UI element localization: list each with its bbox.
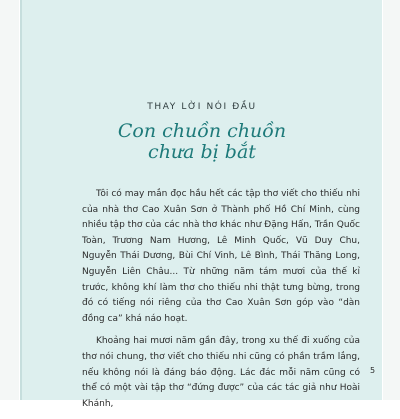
left-margin [0, 0, 19, 400]
page [20, 0, 382, 409]
title-line-1: Con chuồn chuồn [117, 120, 287, 142]
paragraph-1: Tôi có may mắn đọc hầu hết các tập thơ viết cho thiếu nhi của nhà thơ Cao Xuân Sơn ở Thành phố Hồ Chí Minh, cùng nhiều tập thơ của các nhà thơ khác như Đặng Hấn, Trần Quốc Toàn, Trương Nam Hương, Lê Minh Quốc, Vũ Duy Chu, Nguyễn Thái Dương, Bùi Chí Vinh, Lê Bình, Thái Thăng Long, Nguyễn Liên Châu... Từ những năm tám mươi của thế kỉ trước, không khí làm thơ cho thiếu nhi thật tưng bừng, trong đó có tiếng nói riêng của thơ Cao Xuân Sơn góp vào “dàn đồng ca” khá náo hoạt. [82, 189, 360, 324]
body-text [82, 187, 360, 419]
title-line-2: chưa bị bắt [148, 141, 256, 163]
right-margin [383, 0, 400, 400]
section-kicker: THAY LỜI NÓI ĐẦU [147, 102, 257, 112]
paragraph-2: Khoảng hai mươi năm gần đây, trong xu thế đi xuống của thơ nói chung, thơ viết cho thiếu nhi cũng có phần trầm lắng, nếu không nói là đáng báo động. Lác đác mỗi năm cũng có thể có một vài tập thơ “đứng được” của các tác giả như Hoài Khánh, [82, 336, 360, 409]
page-number: 5 [370, 366, 376, 375]
